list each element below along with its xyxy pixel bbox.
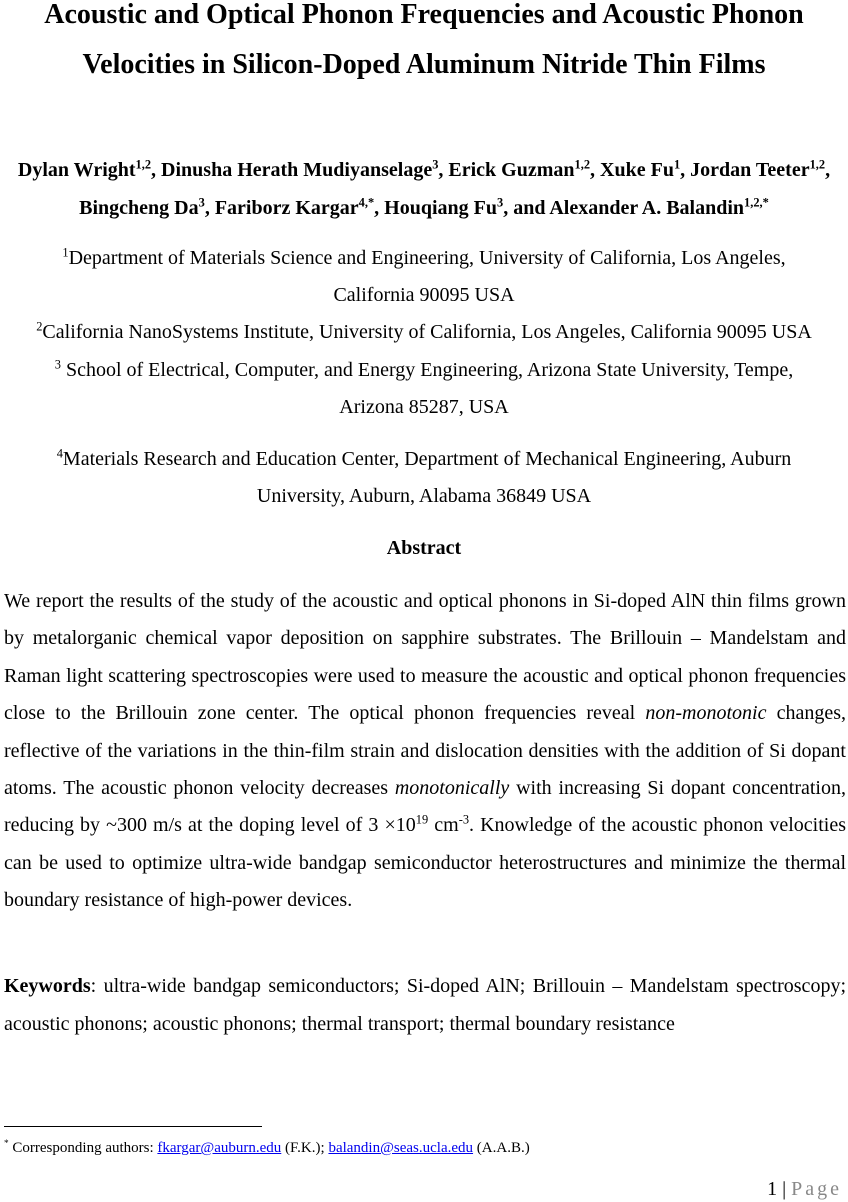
emphasis: non-monotonic [645,702,767,725]
footnote-divider [4,1126,262,1127]
author: Dylan Wright$^{1,2}$ [17,157,152,181]
author: Houqiang Fu$^3$ [384,195,504,219]
email-link-balandin[interactable]: balandin@seas.ucla.edu [328,1140,474,1156]
title-line-2: Velocities in Silicon-Doped Aluminum Nitride Thin Films [82,49,766,80]
keywords-label: Keywords [4,975,91,997]
affiliation-4: $^4$Materials Research and Education Center, Department of Mechanical Engineering, Auburn University, Auburn, Alabama 36849 USA [56,446,792,507]
emphasis: monotonically [394,777,510,800]
author: Bingcheng Da$^3$ [79,195,205,219]
affiliation-2: $^2$California NanoSystems Institute, University of California, Los Angeles, California 90095 USA [36,319,812,343]
footnote: * Corresponding authors: fkargar@auburn.edu (F.K.); balandin@seas.ucla.edu (A.A.B.) [4,1139,530,1156]
author: Alexander A. Balandin$^{1,2,*}$ [549,195,769,219]
page-number: 1 | Page [767,1178,842,1200]
keywords-text: : ultra-wide bandgap semiconductors; Si-doped AlN; Brillouin – Mandelstam spectroscopy; acoustic phonons; acoustic phonons; thermal transport; thermal boundary resistance [4,975,846,1035]
author: Jordan Teeter$^{1,2}$ [690,157,826,181]
author: Xuke Fu$^1$ [600,157,681,181]
author: Erick Guzman$^{1,2}$ [448,157,591,181]
title-line-1: Acoustic and Optical Phonon Frequencies and Acoustic Phonon [44,0,804,30]
affiliation-3: $^3$ School of Electrical, Computer, and Energy Engineering, Arizona State University, Tempe, Arizona 85287, USA [54,357,794,418]
email-link-kargar[interactable]: fkargar@auburn.edu [157,1140,282,1156]
author: Fariborz Kargar$^{4,*}$ [214,195,375,219]
author: Dinusha Herath Mudiyanselage$^3$ [161,157,439,181]
abstract-heading: Abstract [386,537,462,559]
affiliation-1: $^1$Department of Materials Science and Engineering, University of California, Los Angeles, California 90095 USA [62,245,786,306]
author-list: Dylan Wright$^{1,2}$, Dinusha Herath Mudiyanselage$^3$, Erick Guzman$^{1,2}$, Xuke Fu$^1$, Jordan Teeter$^{1,2}$, Bingcheng Da$^3$, Fariborz Kargar$^{4,*}$, Houqiang Fu$^3$, and Alexander A. Balandin$^{1,2,*}$ [17,157,831,219]
abstract-text: We report the results of the study of the acoustic and optical phonons in Si-doped AlN thin films grown by metalorganic chemical vapor deposition on sapphire substrates. The Brillouin – Mandelstam and Raman light scattering spectroscopies were used to measure the acoustic and optical phonon frequencies close to the Brillouin zone center. The optical phonon frequencies reveal non-monotonic changes, reflective of the variations in the thin-film strain and dislocation densities with the addition of Si dopant atoms. The acoustic phonon velocity decreases monotonically with increasing Si dopant concentration, reducing by ~300 m/s at the doping level of $3 \times 10^{19}$ $cm^{-3}$. Knowledge of the acoustic phonon velocities can be used to optimize ultra-wide bandgap semiconductor heterostructures and minimize the thermal boundary resistance of high-power devices. [4,590,847,912]
keywords [4,968,846,1043]
paper-title [0,0,848,90]
